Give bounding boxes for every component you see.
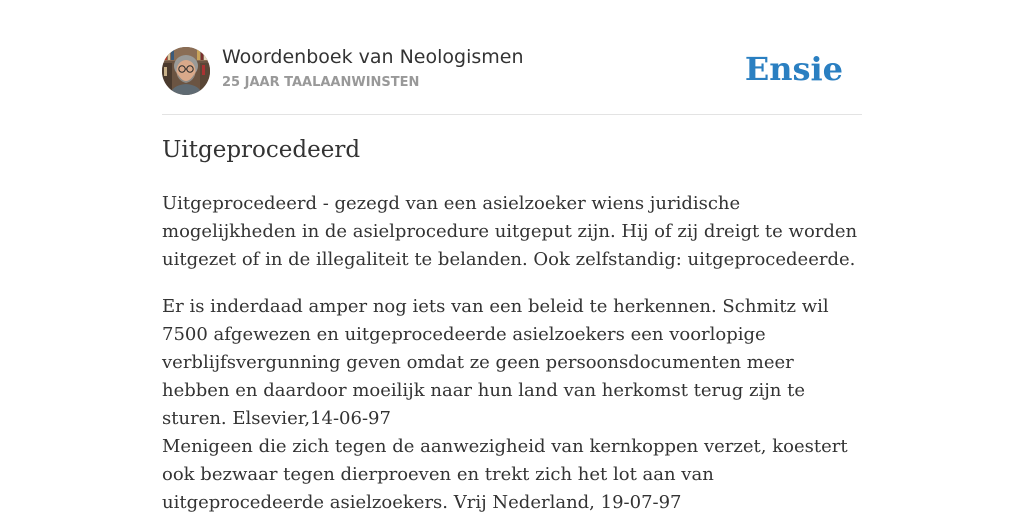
example-quote: Menigeen die zich tegen de aanwezigheid van kernkoppen verzet, koestert ook bezwaar tegen dierproeven en trekt zich het lot aan van uitgeprocedeerde asielzoekers. Vrij Nederland, 19-07-97 xyxy=(162,436,848,512)
author-portrait-icon xyxy=(162,47,210,95)
example-quote: Er is inderdaad amper nog iets van een beleid te herkennen. Schmitz wil 7500 afgewezen en uitgeprocedeerde asielzoekers een voorlopige verblijfsvergunning geven omdat ze geen persoonsdocumenten meer hebben en daardoor moeilijk naar hun land van herkomst terug zijn te sturen. Elsevier,14-06-97 xyxy=(162,296,829,429)
brand-logo[interactable]: Ensie xyxy=(744,50,843,88)
page xyxy=(162,0,862,512)
avatar[interactable] xyxy=(162,47,210,95)
site-title[interactable]: Woordenboek van Neologismen xyxy=(222,46,524,68)
site-subtitle: 25 JAAR TAALAANWINSTEN xyxy=(222,75,420,90)
definition-text: Uitgeprocedeerd - gezegd van een asielzoeker wiens juridische mogelijkheden in de asielprocedure uitgeput zijn. Hij of zij dreigt te worden uitgezet of in de illegaliteit te belanden. Ook zelfstandig: uitgeprocedeerde. xyxy=(162,193,858,270)
header xyxy=(162,0,862,115)
page-title: Uitgeprocedeerd xyxy=(162,137,361,163)
